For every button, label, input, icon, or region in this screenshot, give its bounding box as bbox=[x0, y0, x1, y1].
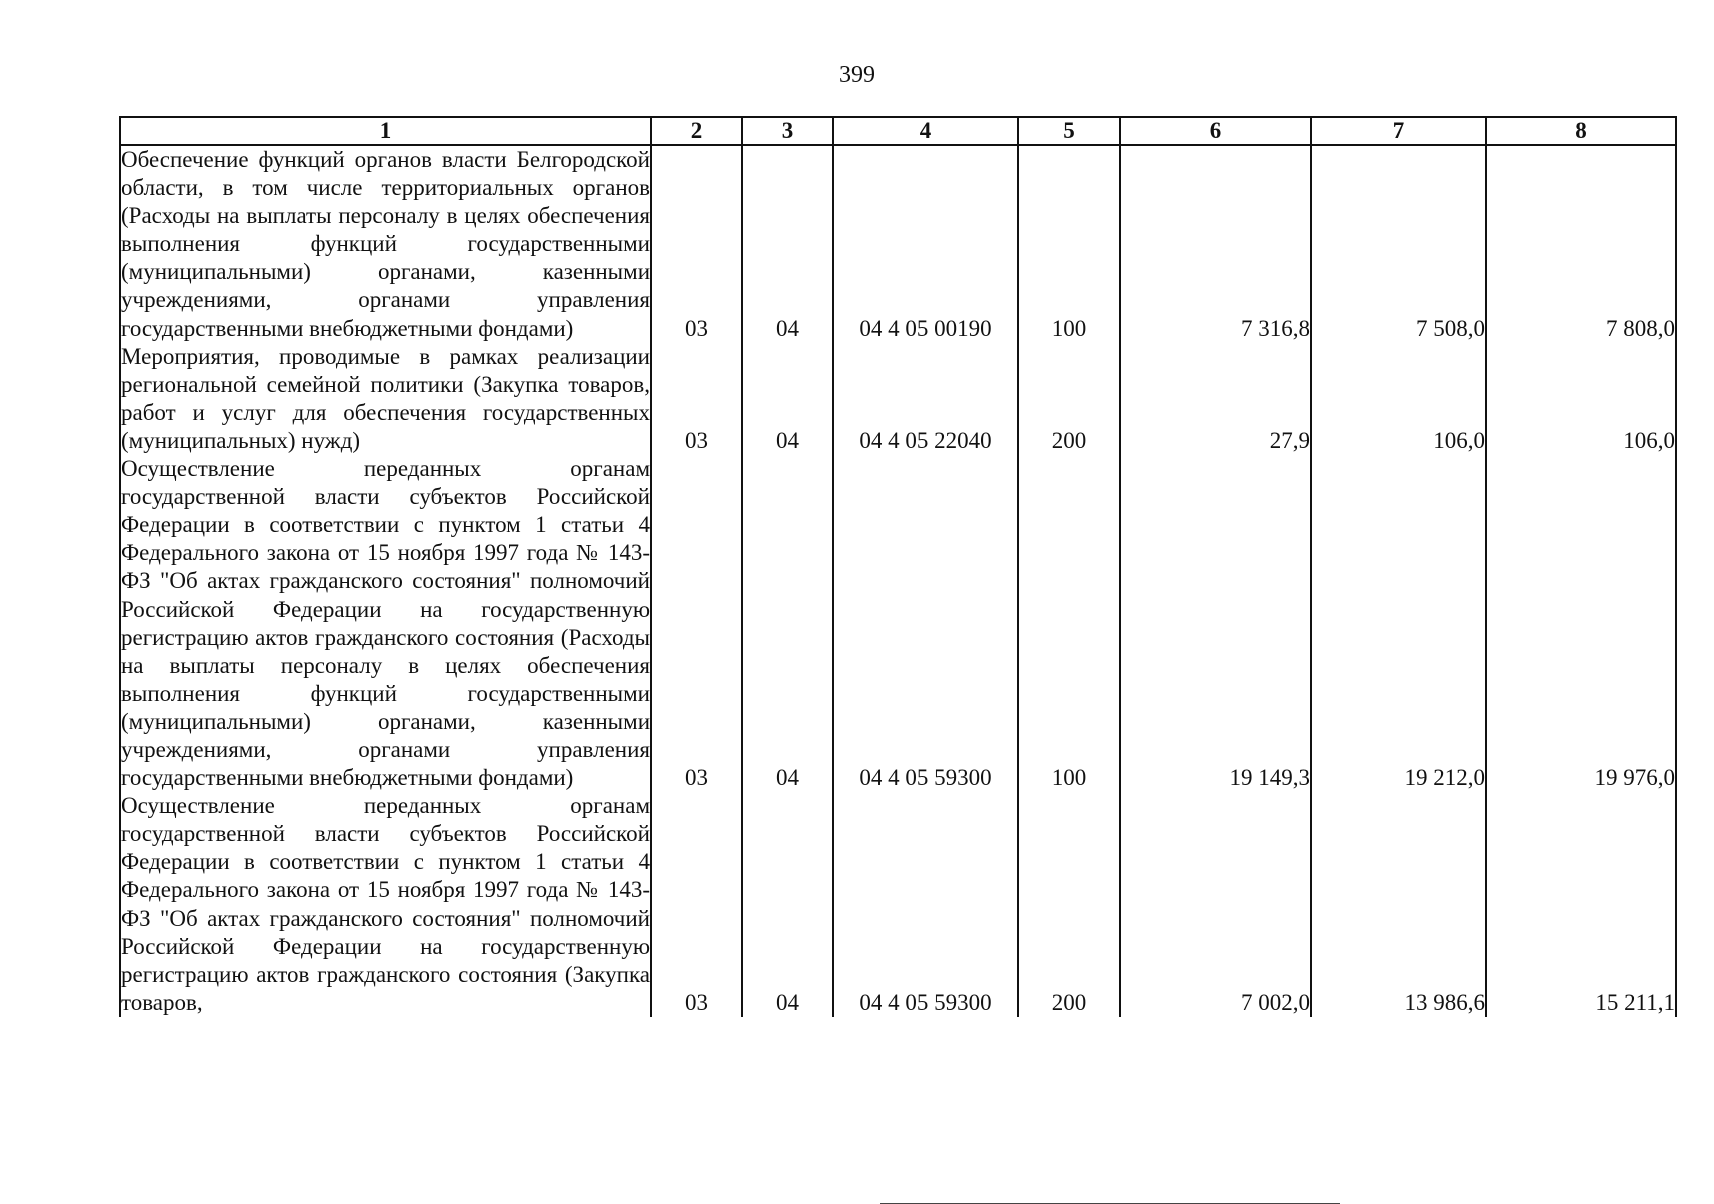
target-article-code: 04 4 05 59300 bbox=[833, 455, 1018, 792]
amount-column-8: 7 808,0 bbox=[1486, 145, 1676, 343]
section-code: 03 bbox=[651, 792, 742, 1017]
amount-column-6: 7 002,0 bbox=[1120, 792, 1311, 1017]
amount-column-7: 13 986,6 bbox=[1311, 792, 1486, 1017]
amount-column-7: 106,0 bbox=[1311, 343, 1486, 455]
expense-type-code: 100 bbox=[1018, 145, 1120, 343]
amount-column-8: 19 976,0 bbox=[1486, 455, 1676, 792]
target-article-code: 04 4 05 59300 bbox=[833, 792, 1018, 1017]
expense-type-code: 200 bbox=[1018, 343, 1120, 455]
target-article-code: 04 4 05 22040 bbox=[833, 343, 1018, 455]
subsection-code: 04 bbox=[742, 145, 833, 343]
amount-column-6: 19 149,3 bbox=[1120, 455, 1311, 792]
amount-column-8: 15 211,1 bbox=[1486, 792, 1676, 1017]
target-article-code: 04 4 05 00190 bbox=[833, 145, 1018, 343]
header-row bbox=[120, 117, 1676, 145]
amount-column-8: 106,0 bbox=[1486, 343, 1676, 455]
table-row bbox=[120, 455, 1676, 792]
subsection-code: 04 bbox=[742, 792, 833, 1017]
column-header-5: 5 bbox=[1018, 117, 1120, 145]
expense-type-code: 200 bbox=[1018, 792, 1120, 1017]
column-header-4: 4 bbox=[833, 117, 1018, 145]
amount-column-6: 27,9 bbox=[1120, 343, 1311, 455]
expense-description: Осуществление переданных органам государственной власти субъектов Российской Федерации в соответствии с пунктом 1 статьи 4 Федерального закона от 15 ноября 1997 года № 143-ФЗ "Об актах гражданского состояния" полномочий Российской Федерации на государственную регистрацию актов гражданского состояния (Расходы на выплаты персоналу в целях обеспечения выполнения функций государственными (муниципальными) органами, казенными учреждениями, органами управления государственными внебюджетными фондами) bbox=[120, 455, 651, 792]
subsection-code: 04 bbox=[742, 343, 833, 455]
page-number: 399 bbox=[839, 62, 875, 88]
table-row bbox=[120, 145, 1676, 343]
section-code: 03 bbox=[651, 145, 742, 343]
expense-description: Мероприятия, проводимые в рамках реализации региональной семейной политики (Закупка товаров, работ и услуг для обеспечения государственных (муниципальных) нужд) bbox=[120, 343, 651, 455]
amount-column-6: 7 316,8 bbox=[1120, 145, 1311, 343]
subsection-code: 04 bbox=[742, 455, 833, 792]
column-header-7: 7 bbox=[1311, 117, 1486, 145]
expense-description: Осуществление переданных органам государственной власти субъектов Российской Федерации в соответствии с пунктом 1 статьи 4 Федерального закона от 15 ноября 1997 года № 143-ФЗ "Об актах гражданского состояния" полномочий Российской Федерации на государственную регистрацию актов гражданского состояния (Закупка товаров, bbox=[120, 792, 651, 1017]
column-header-3: 3 bbox=[742, 117, 833, 145]
table-row bbox=[120, 792, 1676, 1017]
budget-table bbox=[119, 116, 1677, 1017]
column-header-6: 6 bbox=[1120, 117, 1311, 145]
amount-column-7: 7 508,0 bbox=[1311, 145, 1486, 343]
section-code: 03 bbox=[651, 343, 742, 455]
expense-description: Обеспечение функций органов власти Белгородской области, в том числе территориальных органов (Расходы на выплаты персоналу в целях обеспечения выполнения функций государственными (муниципальными) органами, казенными учреждениями, органами управления государственными внебюджетными фондами) bbox=[120, 145, 651, 343]
column-header-8: 8 bbox=[1486, 117, 1676, 145]
expense-type-code: 100 bbox=[1018, 455, 1120, 792]
section-code: 03 bbox=[651, 455, 742, 792]
table-row bbox=[120, 343, 1676, 455]
amount-column-7: 19 212,0 bbox=[1311, 455, 1486, 792]
column-header-1: 1 bbox=[120, 117, 651, 145]
column-header-2: 2 bbox=[651, 117, 742, 145]
